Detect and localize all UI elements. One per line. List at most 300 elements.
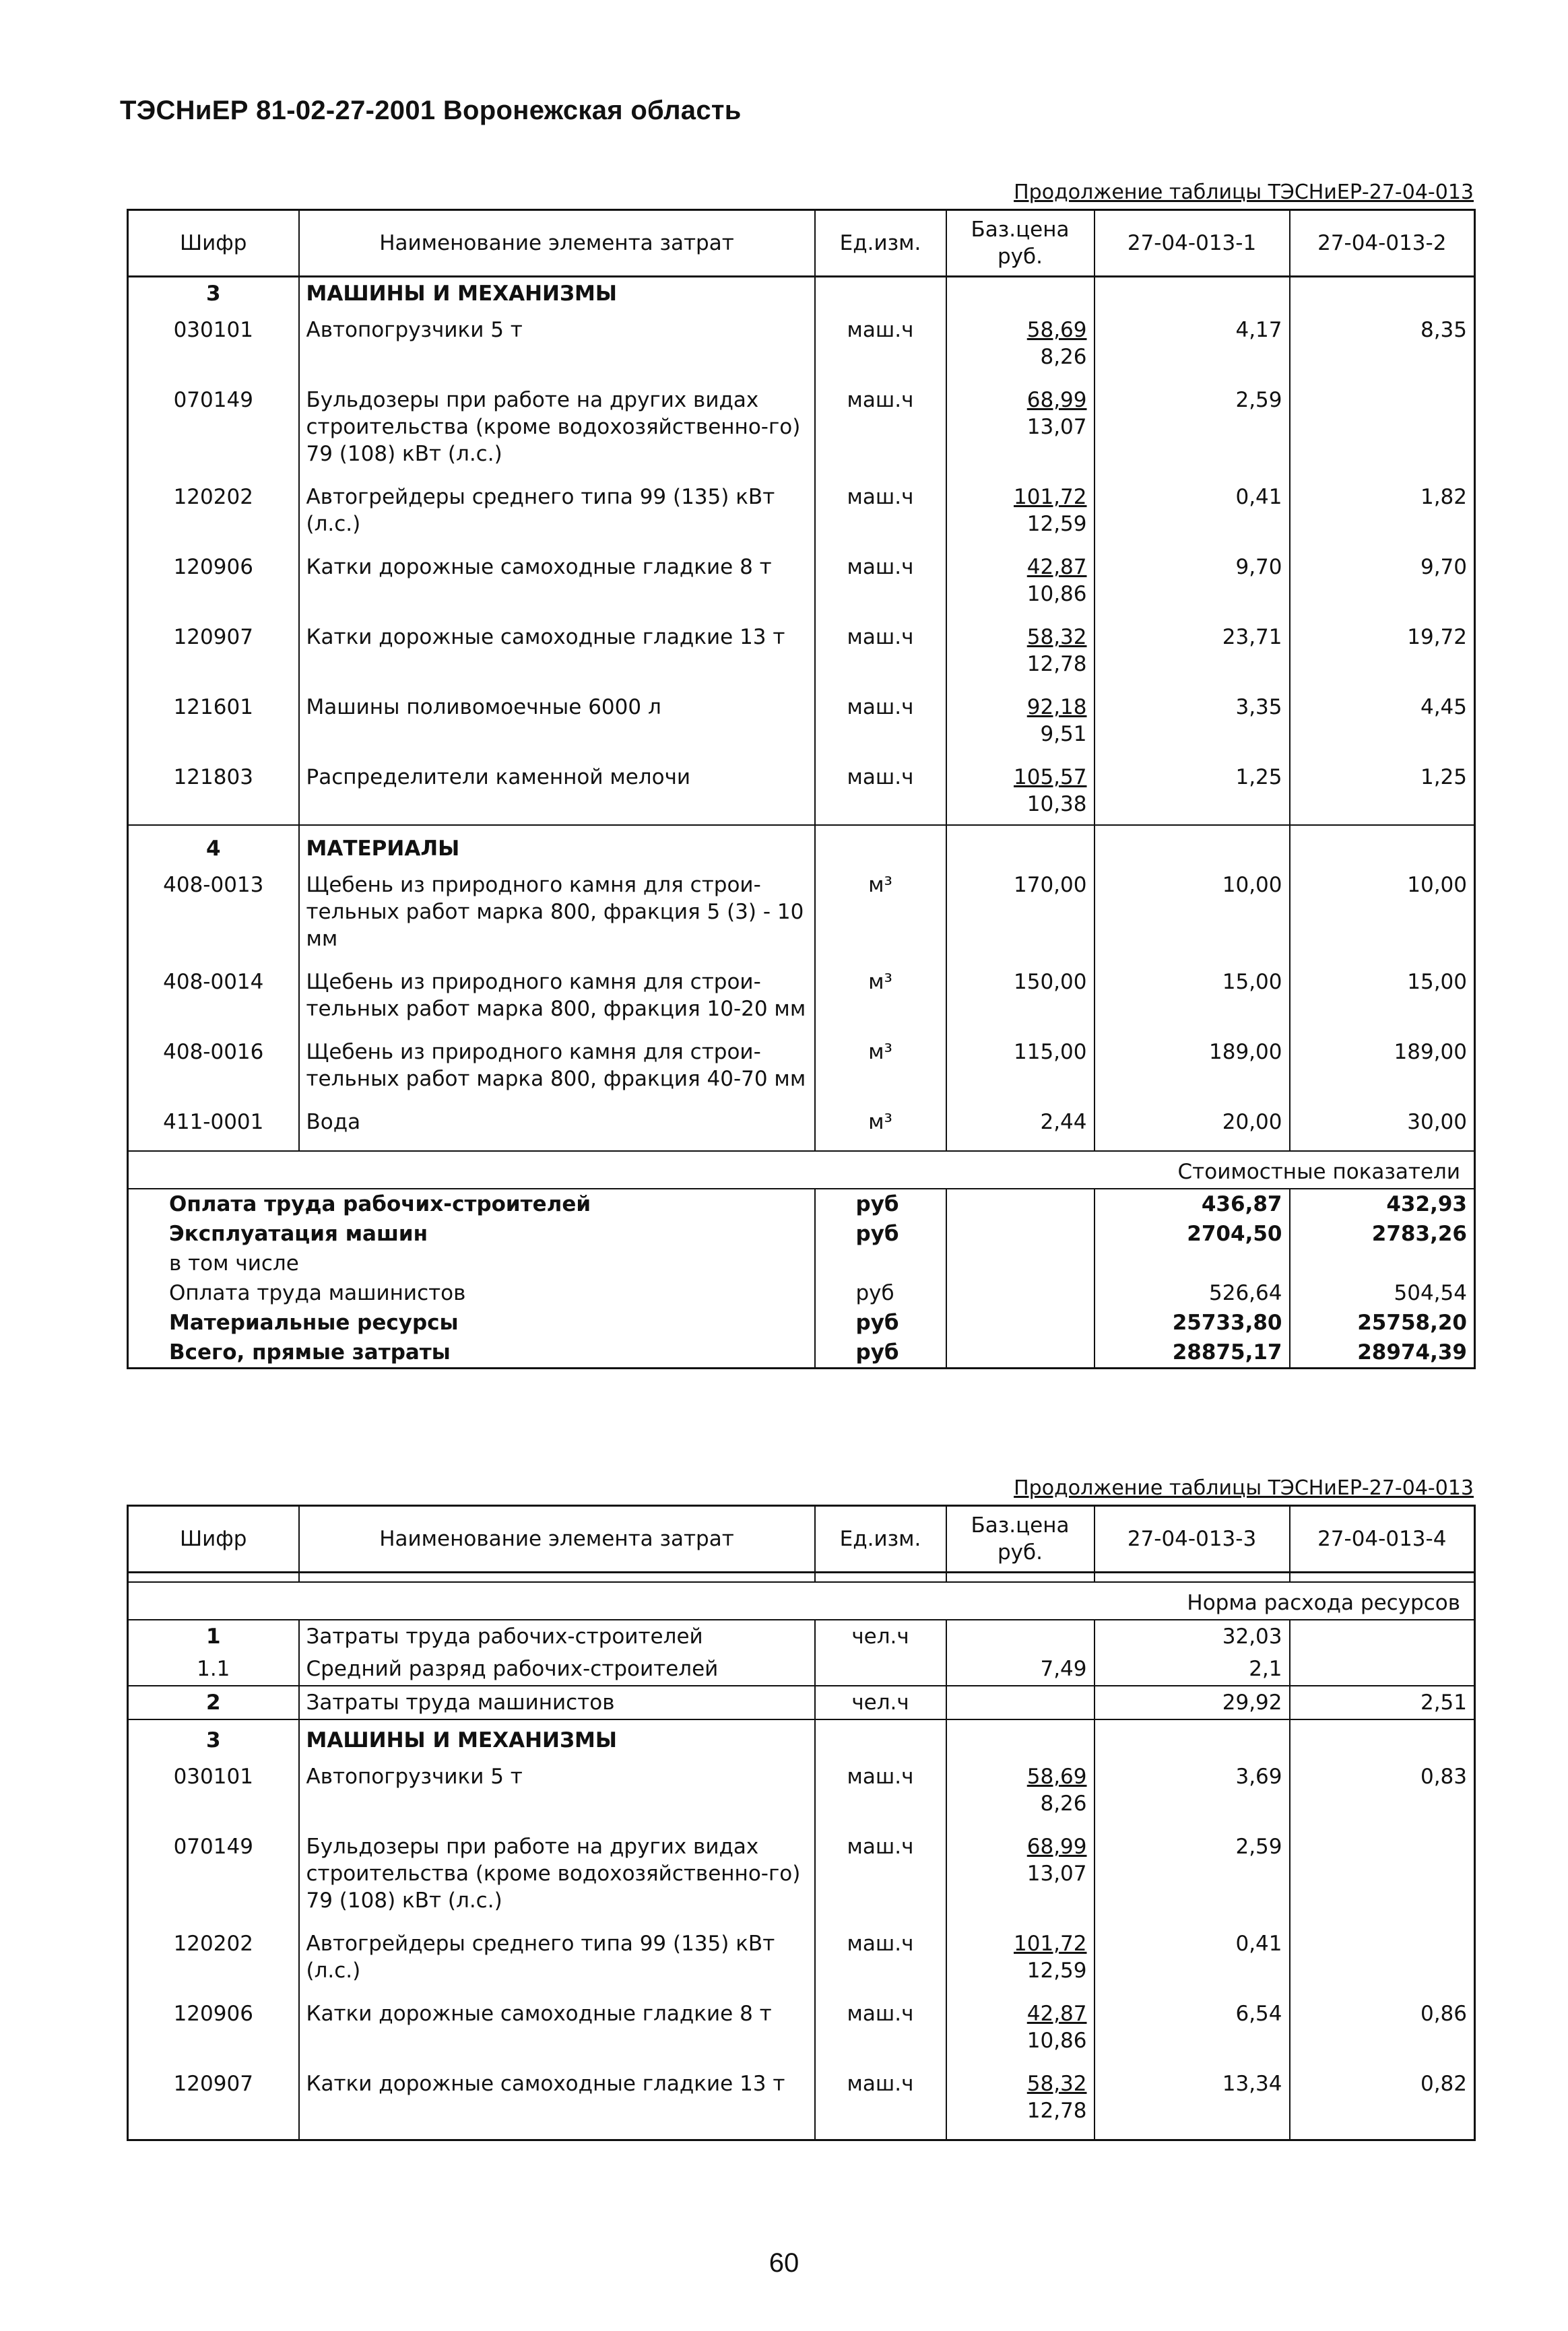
cost-label <box>128 1278 815 1308</box>
resource-unit-text: маш.ч <box>847 1765 914 1789</box>
base-price-cell <box>946 2061 1095 2131</box>
cost-label-text: Оплата труда машинистов <box>169 1281 466 1305</box>
resource-code <box>128 377 299 474</box>
base-price-total: 42,87 <box>1026 555 1087 579</box>
resource-name <box>299 1991 815 2061</box>
resource-name-text: Щебень из природного камня для строи-тельных работ марка 800, фракция 40-70 мм <box>306 1040 806 1091</box>
cost-unit <box>815 1308 946 1338</box>
resource-name-text: Автопогрузчики 5 т <box>306 1765 523 1789</box>
resource-name <box>299 754 815 825</box>
base-price-labor: 12,59 <box>1026 1959 1087 1983</box>
cost-unit <box>815 1189 946 1219</box>
norm-value-1 <box>1095 544 1290 614</box>
resource-code-text: 120907 <box>173 2072 253 2096</box>
norm-value-2 <box>1290 1824 1475 1921</box>
section-number: 4 <box>128 825 299 862</box>
base-price-cell <box>946 474 1095 544</box>
col-header-price: Баз.цена руб. <box>946 210 1095 277</box>
resource-code-text: 070149 <box>173 1835 253 1859</box>
norm-banner-row <box>128 1582 1475 1620</box>
resource-name-text: Бульдозеры при работе на других видах строительства (кроме водохозяйственно-го) 79 (108) кВт (л.с.) <box>306 1835 801 1913</box>
resource-unit-text: м³ <box>868 1110 892 1134</box>
resource-unit-text: м³ <box>868 970 892 994</box>
norm-value-1 <box>1095 684 1290 754</box>
base-price-labor: 8,26 <box>1040 345 1087 369</box>
base-price-labor: 8,26 <box>1040 1792 1087 1816</box>
cost-blank <box>946 1249 1095 1278</box>
base-price-labor: 10,86 <box>1026 2029 1087 2053</box>
norm-value-2 <box>1290 307 1475 377</box>
norm-value-2 <box>1290 1099 1475 1142</box>
cost-blank <box>946 1189 1095 1219</box>
cost-label-text: Оплата труда рабочих-строителей <box>169 1192 591 1216</box>
resource-name-text: Распределители каменной мелочи <box>306 765 691 789</box>
cost-value-2 <box>1290 1189 1475 1219</box>
resource-name-text: Бульдозеры при работе на других видах строительства (кроме водохозяйственно-го) 79 (108) кВт (л.с.) <box>306 388 801 466</box>
norm-value-4 <box>1290 1620 1475 1653</box>
norm-value-2-text: 0,83 <box>1420 1765 1467 1789</box>
norm-value-3-text: 29,92 <box>1222 1690 1282 1715</box>
norm-value-1 <box>1095 377 1290 474</box>
base-price-cell <box>946 1991 1095 2061</box>
resource-name <box>299 1099 815 1142</box>
base-price-cell <box>946 614 1095 684</box>
norm-value-2 <box>1290 1029 1475 1099</box>
resource-unit <box>815 1991 946 2061</box>
resource-unit <box>815 1029 946 1099</box>
resource-name-text: Вода <box>306 1110 361 1134</box>
resource-row <box>128 614 1475 684</box>
norm-value-2-text: 10,00 <box>1407 873 1467 897</box>
labor-name-text: Затраты труда рабочих-строителей <box>306 1624 703 1649</box>
norm-value-1-text: 20,00 <box>1222 1110 1282 1134</box>
base-price-cell <box>946 377 1095 474</box>
cost-value-1-text: 2704,50 <box>1187 1222 1282 1246</box>
resource-code-text: 121601 <box>173 695 253 719</box>
norm-value-2-text: 8,35 <box>1420 318 1467 342</box>
resource-name <box>299 377 815 474</box>
resource-name-text: Катки дорожные самоходные гладкие 13 т <box>306 625 785 649</box>
resource-row <box>128 754 1475 825</box>
labor-unit-text: чел.ч <box>851 1690 909 1715</box>
norm-value-1 <box>1095 1754 1290 1824</box>
norm-value-4-text: 2,51 <box>1420 1690 1467 1715</box>
labor-row <box>128 1653 1475 1686</box>
cost-label-text: Материальные ресурсы <box>169 1311 459 1335</box>
resource-row <box>128 862 1475 959</box>
resource-unit-text: маш.ч <box>847 765 914 789</box>
resource-name <box>299 1754 815 1824</box>
resource-unit <box>815 862 946 959</box>
base-price-total: 105,57 <box>1014 765 1087 789</box>
resource-row <box>128 1921 1475 1991</box>
base-price-cell <box>946 1029 1095 1099</box>
resource-code <box>128 614 299 684</box>
norm-value-2 <box>1290 684 1475 754</box>
resource-unit <box>815 684 946 754</box>
norm-value-2 <box>1290 959 1475 1029</box>
norm-value-1 <box>1095 1029 1290 1099</box>
cost-value-2 <box>1290 1338 1475 1369</box>
cost-label <box>128 1189 815 1219</box>
labor-price <box>946 1686 1095 1719</box>
resource-name <box>299 544 815 614</box>
resource-unit-text: маш.ч <box>847 625 914 649</box>
resource-unit-text: маш.ч <box>847 485 914 509</box>
resource-name <box>299 862 815 959</box>
resource-code <box>128 862 299 959</box>
resource-code-text: 120202 <box>173 485 253 509</box>
norm-value-3 <box>1095 1653 1290 1686</box>
cost-unit <box>815 1338 946 1369</box>
norm-value-3 <box>1095 1620 1290 1653</box>
resource-unit-text: м³ <box>868 1040 892 1064</box>
cost-value-2-text: 28974,39 <box>1357 1340 1467 1365</box>
labor-name-text: Средний разряд рабочих-строителей <box>306 1657 719 1681</box>
resource-code-text: 120202 <box>173 1932 253 1956</box>
cost-label <box>128 1338 815 1369</box>
cost-unit-text: руб <box>855 1311 899 1335</box>
labor-unit <box>815 1653 946 1686</box>
labor-unit <box>815 1686 946 1719</box>
cost-value-1-text: 28875,17 <box>1172 1340 1282 1365</box>
norm-value-2 <box>1290 474 1475 544</box>
table1-totals-body <box>128 1189 1475 1369</box>
cost-total-row <box>128 1219 1475 1249</box>
cost-value-2 <box>1290 1308 1475 1338</box>
resource-unit <box>815 614 946 684</box>
resource-unit <box>815 1754 946 1824</box>
norm-value-4 <box>1290 1653 1475 1686</box>
cost-total-row <box>128 1308 1475 1338</box>
cost-value-1-text: 526,64 <box>1209 1281 1282 1305</box>
labor-unit <box>815 1620 946 1653</box>
table1-materials-body <box>128 862 1475 1142</box>
resource-code <box>128 2061 299 2131</box>
norm-value-2-text: 30,00 <box>1407 1110 1467 1134</box>
norm-value-1-text: 6,54 <box>1235 2002 1282 2026</box>
cost-value-1-text: 436,87 <box>1201 1192 1282 1216</box>
norm-value-1-text: 10,00 <box>1222 873 1282 897</box>
cost-total-row <box>128 1189 1475 1219</box>
cost-value-1-text: 25733,80 <box>1172 1311 1282 1335</box>
labor-code-text: 2 <box>205 1690 221 1715</box>
base-price-total: 68,99 <box>1026 1835 1087 1859</box>
resource-name <box>299 1824 815 1921</box>
section-title: МАТЕРИАЛЫ <box>299 825 815 862</box>
document-title: ТЭСНиЕР 81-02-27-2001 Воронежская область <box>120 96 742 125</box>
resource-unit-text: маш.ч <box>847 388 914 412</box>
resource-row <box>128 1991 1475 2061</box>
section-number: 3 <box>128 1719 299 1754</box>
cost-unit-text: руб <box>855 1192 899 1216</box>
resource-name-text: Автопогрузчики 5 т <box>306 318 523 342</box>
cost-value-2 <box>1290 1278 1475 1308</box>
resource-code-text: 120906 <box>173 2002 253 2026</box>
norm-value-1 <box>1095 307 1290 377</box>
col-header-norm-3: 27-04-013-3 <box>1095 1506 1290 1573</box>
base-price-cell <box>946 1824 1095 1921</box>
cost-value-1 <box>1095 1338 1290 1369</box>
cost-value-1 <box>1095 1278 1290 1308</box>
base-price-labor: 13,07 <box>1026 415 1087 439</box>
resource-name-text: Катки дорожные самоходные гладкие 8 т <box>306 2002 772 2026</box>
col-header-unit: Ед.изм. <box>815 1506 946 1573</box>
resource-code-text: 070149 <box>173 388 253 412</box>
resource-row <box>128 2061 1475 2131</box>
table2-caption: Продолжение таблицы ТЭСНиЕР-27-04-013 <box>1014 1476 1474 1500</box>
resource-name-text: Автогрейдеры среднего типа 99 (135) кВт (л.с.) <box>306 485 775 536</box>
labor-price <box>946 1620 1095 1653</box>
col-header-price: Баз.цена руб. <box>946 1506 1095 1573</box>
cost-value-2-text: 25758,20 <box>1357 1311 1467 1335</box>
resource-code <box>128 307 299 377</box>
norm-value-3-text: 2,1 <box>1249 1657 1282 1681</box>
resource-code <box>128 544 299 614</box>
table2-machines-body <box>128 1754 1475 2131</box>
base-price-labor: 10,86 <box>1026 582 1087 606</box>
resource-name <box>299 474 815 544</box>
cost-unit-text: руб <box>855 1222 899 1246</box>
base-price-total: 42,87 <box>1026 2002 1087 2026</box>
norm-value-1 <box>1095 959 1290 1029</box>
resource-name-text: Щебень из природного камня для строи-тельных работ марка 800, фракция 5 (3) - 10 мм <box>306 873 804 951</box>
table2-labor-body <box>128 1620 1475 1719</box>
norm-value-3-text: 32,03 <box>1222 1624 1282 1649</box>
base-price-labor: 13,07 <box>1026 1862 1087 1886</box>
cost-value-2-text: 504,54 <box>1394 1281 1467 1305</box>
cost-unit <box>815 1278 946 1308</box>
base-price-labor: 12,78 <box>1026 652 1087 676</box>
resource-unit <box>815 377 946 474</box>
labor-row <box>128 1620 1475 1653</box>
cost-value-2-text: 2783,26 <box>1371 1222 1467 1246</box>
section-title: МАШИНЫ И МЕХАНИЗМЫ <box>299 277 815 308</box>
col-header-norm-4: 27-04-013-4 <box>1290 1506 1475 1573</box>
norm-value-1 <box>1095 2061 1290 2131</box>
resource-row <box>128 1824 1475 1921</box>
resource-code <box>128 1099 299 1142</box>
base-price-labor: 10,38 <box>1026 792 1087 816</box>
norm-value-1-text: 9,70 <box>1235 555 1282 579</box>
resource-code-text: 120907 <box>173 625 253 649</box>
cost-label-text: Всего, прямые затраты <box>169 1340 451 1365</box>
cost-blank <box>946 1338 1095 1369</box>
base-price-total: 101,72 <box>1014 1932 1087 1956</box>
col-header-norm-2: 27-04-013-2 <box>1290 210 1475 277</box>
resource-unit-text: маш.ч <box>847 2072 914 2096</box>
resource-unit-text: маш.ч <box>847 695 914 719</box>
resource-table-2 <box>127 1505 1476 2141</box>
resource-name-text: Машины поливомоечные 6000 л <box>306 695 661 719</box>
resource-table-1 <box>127 209 1476 1369</box>
resource-code <box>128 1991 299 2061</box>
norm-value-2-text: 15,00 <box>1407 970 1467 994</box>
norm-value-1-text: 3,69 <box>1235 1765 1282 1789</box>
cost-blank <box>946 1308 1095 1338</box>
base-price-total: 101,72 <box>1014 485 1087 509</box>
resource-unit <box>815 754 946 825</box>
base-price-value: 170,00 <box>1014 873 1087 897</box>
norm-value-2 <box>1290 754 1475 825</box>
base-price-labor: 12,78 <box>1026 2099 1087 2123</box>
base-price-cell <box>946 862 1095 959</box>
resource-unit-text: маш.ч <box>847 555 914 579</box>
resource-row <box>128 544 1475 614</box>
resource-unit-text: маш.ч <box>847 1835 914 1859</box>
base-price-cell <box>946 307 1095 377</box>
cost-unit <box>815 1219 946 1249</box>
norm-value-1 <box>1095 1099 1290 1142</box>
resource-row <box>128 377 1475 474</box>
resource-name <box>299 959 815 1029</box>
resource-code <box>128 1921 299 1991</box>
norm-value-1-text: 189,00 <box>1209 1040 1282 1064</box>
norm-value-2-text: 0,86 <box>1420 2002 1467 2026</box>
resource-row <box>128 959 1475 1029</box>
norm-value-2-text: 19,72 <box>1407 625 1467 649</box>
resource-code-text: 030101 <box>173 318 253 342</box>
cost-unit-text: руб <box>855 1340 899 1365</box>
norm-value-2-text: 0,82 <box>1420 2072 1467 2096</box>
resource-unit-text: маш.ч <box>847 1932 914 1956</box>
cost-total-row <box>128 1338 1475 1369</box>
base-price-total: 58,32 <box>1026 2072 1087 2096</box>
norm-value-1-text: 3,35 <box>1235 695 1282 719</box>
resource-row <box>128 1099 1475 1142</box>
norm-value-1 <box>1095 1921 1290 1991</box>
labor-name <box>299 1653 815 1686</box>
cost-unit-text: руб <box>855 1281 894 1305</box>
resource-code-text: 411-0001 <box>163 1110 264 1134</box>
base-price-total: 68,99 <box>1026 388 1087 412</box>
norm-value-1-text: 15,00 <box>1222 970 1282 994</box>
labor-price <box>946 1653 1095 1686</box>
labor-name <box>299 1686 815 1719</box>
norm-value-1 <box>1095 1991 1290 2061</box>
base-price-cell <box>946 1921 1095 1991</box>
resource-unit-text: маш.ч <box>847 318 914 342</box>
norm-value-1-text: 0,41 <box>1235 485 1282 509</box>
base-price-value: 2,44 <box>1040 1110 1087 1134</box>
norm-banner: Норма расхода ресурсов <box>128 1582 1475 1620</box>
col-header-unit: Ед.изм. <box>815 210 946 277</box>
resource-row <box>128 1029 1475 1099</box>
cost-value-1 <box>1095 1219 1290 1249</box>
resource-name-text: Катки дорожные самоходные гладкие 13 т <box>306 2072 785 2096</box>
cost-value-2 <box>1290 1249 1475 1278</box>
norm-value-2-text: 1,25 <box>1420 765 1467 789</box>
norm-value-1-text: 23,71 <box>1222 625 1282 649</box>
resource-name <box>299 614 815 684</box>
page-number: 60 <box>769 2248 799 2278</box>
norm-value-2-text: 9,70 <box>1420 555 1467 579</box>
cost-label-text: Эксплуатация машин <box>169 1222 428 1246</box>
norm-value-1 <box>1095 614 1290 684</box>
resource-unit <box>815 959 946 1029</box>
norm-value-2 <box>1290 544 1475 614</box>
labor-code-text: 1.1 <box>197 1657 230 1681</box>
labor-code <box>128 1653 299 1686</box>
col-header-name: Наименование элемента затрат <box>299 1506 815 1573</box>
norm-value-2 <box>1290 1754 1475 1824</box>
labor-code-text: 1 <box>205 1624 221 1649</box>
cost-indicators-banner-row <box>128 1151 1475 1189</box>
norm-value-1-text: 13,34 <box>1222 2072 1282 2096</box>
section-title: МАШИНЫ И МЕХАНИЗМЫ <box>299 1719 815 1754</box>
cost-unit <box>815 1249 946 1278</box>
resource-code-text: 408-0016 <box>163 1040 264 1064</box>
base-price-cell <box>946 544 1095 614</box>
resource-unit <box>815 1824 946 1921</box>
norm-value-1 <box>1095 862 1290 959</box>
norm-value-2 <box>1290 614 1475 684</box>
resource-name <box>299 307 815 377</box>
resource-row <box>128 474 1475 544</box>
resource-code-text: 121803 <box>173 765 253 789</box>
labor-code <box>128 1686 299 1719</box>
resource-row <box>128 684 1475 754</box>
resource-name <box>299 1029 815 1099</box>
norm-value-2 <box>1290 1991 1475 2061</box>
cost-label <box>128 1219 815 1249</box>
resource-code <box>128 1824 299 1921</box>
resource-name <box>299 684 815 754</box>
base-price-labor: 12,59 <box>1026 512 1087 536</box>
resource-code <box>128 474 299 544</box>
norm-value-1-text: 0,41 <box>1235 1932 1282 1956</box>
resource-unit <box>815 474 946 544</box>
cost-value-2 <box>1290 1219 1475 1249</box>
resource-name-text: Щебень из природного камня для строи-тельных работ марка 800, фракция 10-20 мм <box>306 970 806 1021</box>
base-price-cell <box>946 1754 1095 1824</box>
resource-unit <box>815 1921 946 1991</box>
base-price-cell <box>946 959 1095 1029</box>
resource-unit <box>815 307 946 377</box>
norm-value-2-text: 189,00 <box>1394 1040 1467 1064</box>
resource-name-text: Катки дорожные самоходные гладкие 8 т <box>306 555 772 579</box>
resource-unit-text: маш.ч <box>847 2002 914 2026</box>
resource-row <box>128 307 1475 377</box>
resource-unit-text: м³ <box>868 873 892 897</box>
base-price-total: 58,69 <box>1026 318 1087 342</box>
cost-value-1 <box>1095 1189 1290 1219</box>
section-row <box>128 825 1475 862</box>
base-price-cell <box>946 1099 1095 1142</box>
cost-blank <box>946 1219 1095 1249</box>
resource-name <box>299 1921 815 1991</box>
norm-value-1-text: 1,25 <box>1235 765 1282 789</box>
cost-blank <box>946 1278 1095 1308</box>
section-number: 3 <box>128 277 299 308</box>
norm-value-4 <box>1290 1686 1475 1719</box>
base-price-cell <box>946 684 1095 754</box>
cost-total-row <box>128 1278 1475 1308</box>
labor-name-text: Затраты труда машинистов <box>306 1690 615 1715</box>
base-price-labor: 9,51 <box>1040 722 1087 746</box>
labor-code <box>128 1620 299 1653</box>
cost-value-1 <box>1095 1308 1290 1338</box>
resource-unit <box>815 1099 946 1142</box>
norm-value-2 <box>1290 2061 1475 2131</box>
resource-code <box>128 959 299 1029</box>
resource-code-text: 120906 <box>173 555 253 579</box>
norm-value-1-text: 4,17 <box>1235 318 1282 342</box>
resource-row <box>128 1754 1475 1824</box>
cost-indicators-banner: Стоимостные показатели <box>128 1151 1475 1189</box>
norm-value-1-text: 2,59 <box>1235 388 1282 412</box>
section-row <box>128 277 1475 308</box>
